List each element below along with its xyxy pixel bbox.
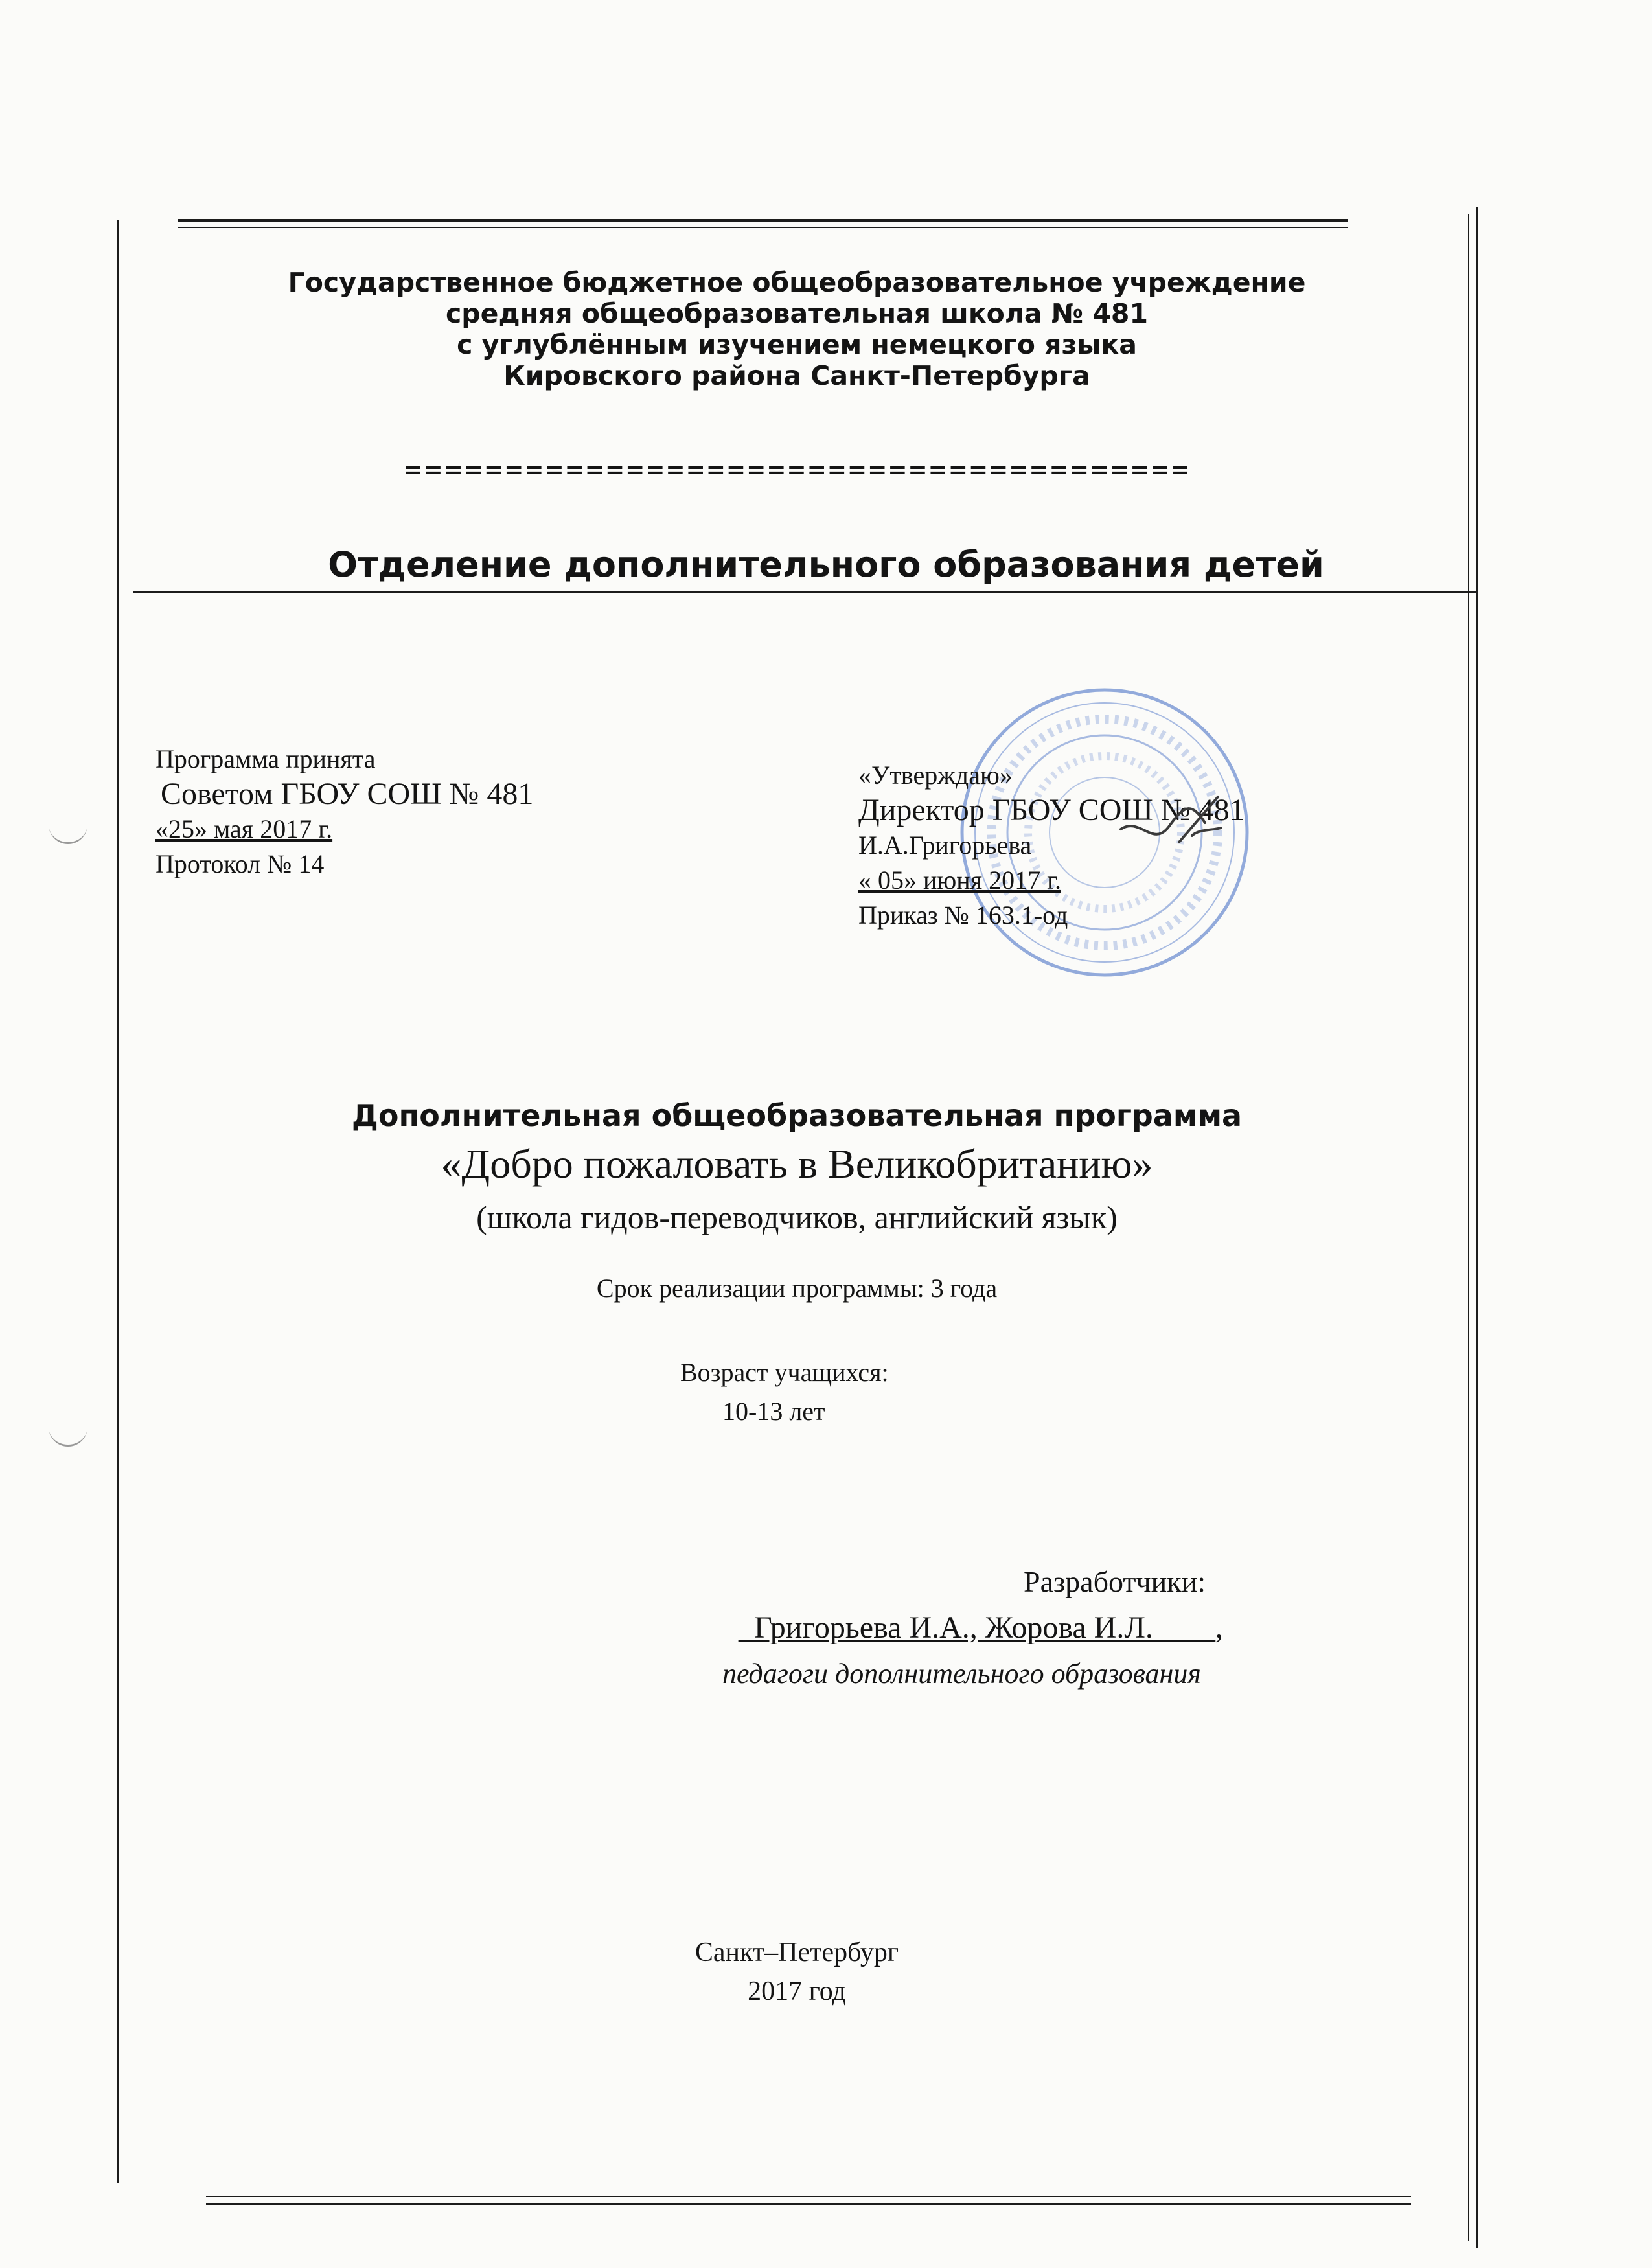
top-rule-thin <box>178 227 1348 228</box>
accepted-council: Советом ГБОУ СОШ № 481 <box>161 777 534 811</box>
bottom-rule-thin <box>206 2196 1411 2197</box>
program-term: Срок реализации программы: 3 года <box>596 1274 998 1303</box>
right-border-inner <box>1468 214 1469 2241</box>
department-rule <box>133 591 1477 593</box>
header-line-1: Государственное бюджетное общеобразовательное учреждение <box>288 267 1306 298</box>
approved-director: Директор ГБОУ СОШ № 481 <box>858 793 1245 827</box>
punch-hole-bottom <box>49 1425 87 1447</box>
header-line-4: Кировского района Санкт-Петербурга <box>503 360 1090 391</box>
director-signature <box>1114 790 1231 868</box>
age-value: 10-13 лет <box>722 1397 825 1426</box>
approved-name: И.А.Григорьева <box>858 830 1032 860</box>
accepted-date: «25» мая 2017 г. <box>155 814 333 843</box>
approved-date: « 05» июня 2017 г. <box>858 865 1061 895</box>
approved-order: Приказ № 163.1-од <box>858 900 1068 930</box>
header-line-3: с углублённым изучением немецкого языка <box>457 329 1137 360</box>
top-rule-thick <box>178 219 1348 222</box>
header-line-2: средняя общеобразовательная школа № 481 <box>446 298 1148 329</box>
header-separator: ======================================= <box>403 457 1191 483</box>
developers-role: педагоги дополнительного образования <box>722 1658 1201 1690</box>
accepted-block <box>155 742 739 882</box>
punch-hole-top <box>49 823 87 844</box>
right-border-outer <box>1476 207 1478 2248</box>
developers-names: _Григорьева И.А., Жорова И.Л.____, <box>739 1610 1223 1645</box>
footer-year: 2017 год <box>748 1976 846 2006</box>
left-border <box>117 220 119 2183</box>
approved-line-1: «Утверждаю» <box>858 761 1013 790</box>
program-kind: Дополнительная общеобразовательная программа <box>351 1098 1243 1133</box>
program-title: «Добро пожаловать в Великобританию» <box>441 1141 1153 1187</box>
developers-label: Разработчики: <box>1024 1565 1206 1598</box>
bottom-rule-thick <box>206 2203 1411 2205</box>
program-subtitle: (школа гидов-переводчиков, английский язык) <box>476 1199 1118 1235</box>
footer-city: Санкт–Петербург <box>694 1938 899 1967</box>
department-title: Отделение дополнительного образования детей <box>328 544 1324 585</box>
accepted-protocol: Протокол № 14 <box>155 849 325 878</box>
accepted-line-1: Программа принята <box>155 744 376 773</box>
header-block <box>149 267 1445 391</box>
age-label: Возраст учащихся: <box>680 1358 889 1387</box>
